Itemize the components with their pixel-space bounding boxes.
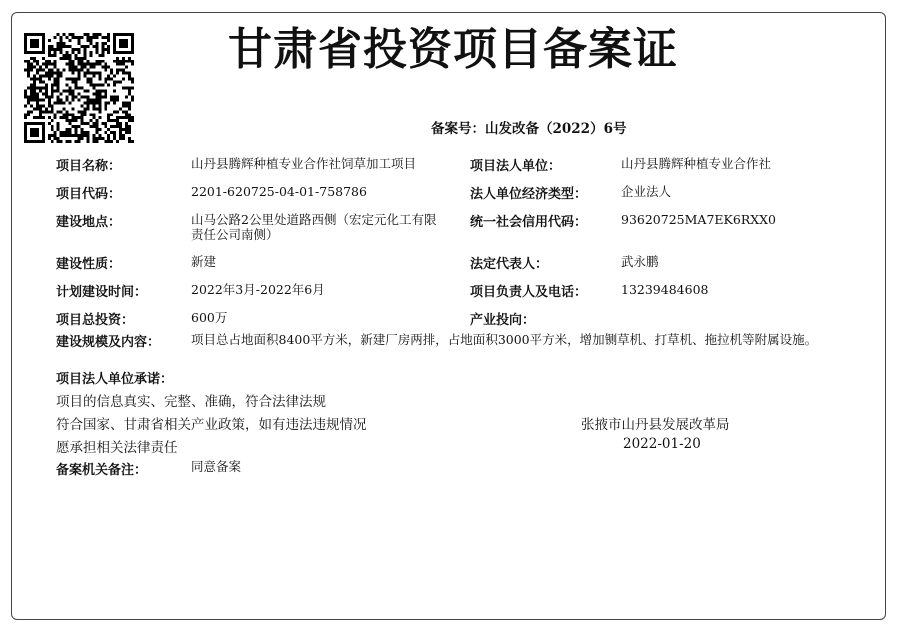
economic-type-label: 法人单位经济类型： <box>470 187 588 202</box>
certificate-title: 甘肃省投资项目备案证 <box>228 24 678 75</box>
credit-code-label: 统一社会信用代码： <box>470 215 588 230</box>
contact-value: 13239484608 <box>621 282 709 297</box>
qr-code[interactable] <box>24 33 134 143</box>
nature-value: 新建 <box>191 254 217 269</box>
project-code-value: 2201-620725-04-01-758786 <box>191 184 367 199</box>
investment-label: 项目总投资： <box>56 313 135 328</box>
commitment-line: 符合国家、甘肃省相关产业政策，如有违法违规情况 <box>56 417 367 433</box>
legal-entity-label: 项目法人单位： <box>470 159 562 174</box>
economic-type-value: 企业法人 <box>621 184 672 199</box>
commitment-line: 愿承担相关法律责任 <box>56 440 178 456</box>
nature-label: 建设性质： <box>56 257 122 272</box>
contact-label: 项目负责人及电话： <box>470 285 588 300</box>
remarks-label: 备案机关备注： <box>56 463 148 478</box>
location-value: 山马公路2公里处道路西侧（宏定元化工有限责任公司南侧） <box>191 212 437 242</box>
certificate-border <box>11 12 886 620</box>
project-name-label: 项目名称： <box>56 159 122 174</box>
commitment-line: 项目的信息真实、完整、准确，符合法律法规 <box>56 394 326 410</box>
legal-entity-value: 山丹县腾辉种植专业合作社 <box>621 156 772 171</box>
schedule-label: 计划建设时间： <box>56 285 148 300</box>
remarks-value: 同意备案 <box>191 459 242 474</box>
credit-code-value: 93620725MA7EK6RXX0 <box>621 212 776 227</box>
project-name-value: 山丹县腾辉种植专业合作社饲草加工项目 <box>191 156 417 171</box>
legal-rep-value: 武永鹏 <box>621 254 659 269</box>
scale-value: 项目总占地面积8400平方米，新建厂房两排，占地面积3000平方米，增加铡草机、打草机、拖拉机等附属设施。 <box>191 332 818 347</box>
authority-name: 张掖市山丹县发展改革局 <box>581 417 730 433</box>
commitment-heading: 项目法人单位承诺： <box>56 372 174 387</box>
filing-number: 备案号：山发改备（2022）6号 <box>431 121 627 137</box>
legal-rep-label: 法定代表人： <box>470 257 549 272</box>
schedule-value: 2022年3月-2022年6月 <box>191 282 325 297</box>
industry-label: 产业投向： <box>470 313 536 328</box>
investment-value: 600万 <box>191 310 228 325</box>
scale-label: 建设规模及内容： <box>56 335 161 350</box>
project-code-label: 项目代码： <box>56 187 122 202</box>
authority-date: 2022-01-20 <box>623 436 701 452</box>
location-label: 建设地点： <box>56 215 122 230</box>
